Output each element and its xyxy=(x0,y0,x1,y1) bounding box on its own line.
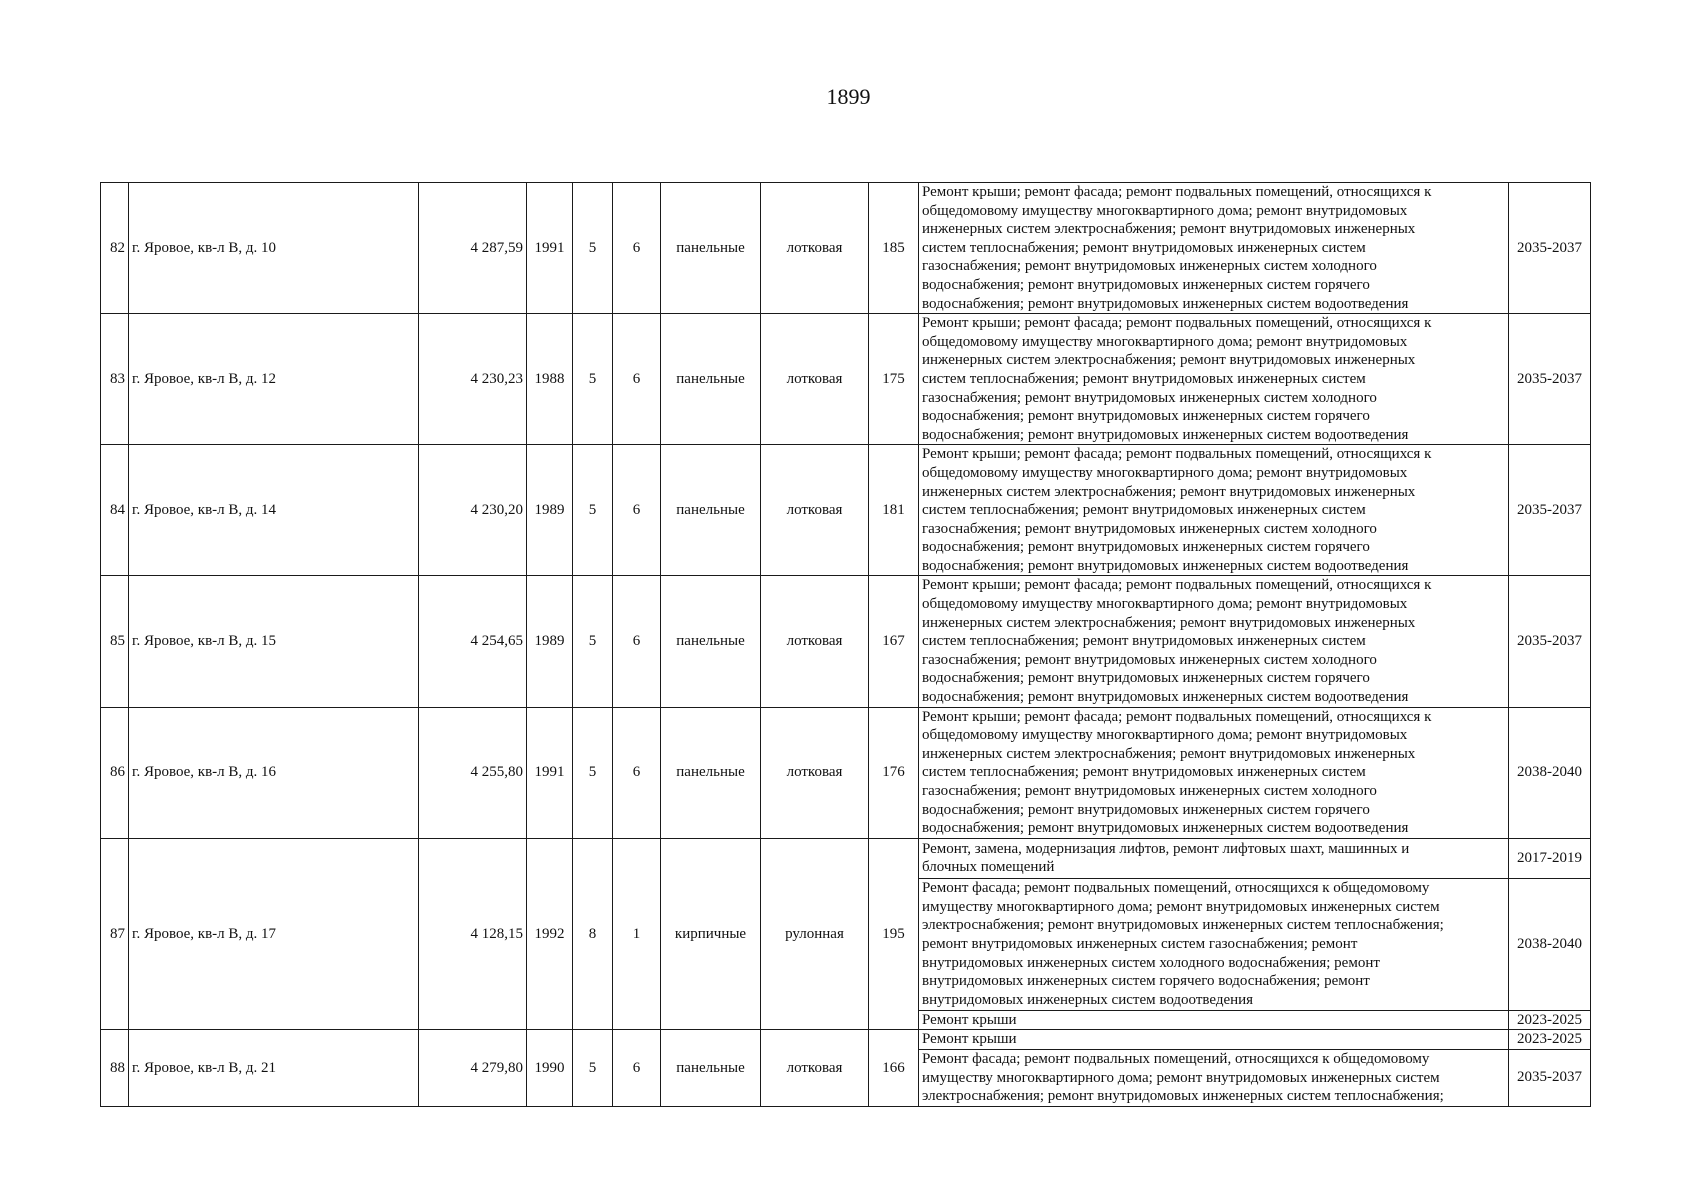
walls-cell: панельные xyxy=(661,314,761,445)
work-line: общедомовому имуществу многоквартирного дома; ремонт внутридомовых xyxy=(922,596,1408,613)
period-cell: 2035-2037 xyxy=(1509,445,1591,576)
work-line: инженерных систем электроснабжения; ремонт внутридомовых инженерных xyxy=(922,352,1416,369)
entrances-cell: 6 xyxy=(613,576,661,707)
work-list-cell xyxy=(919,576,1509,707)
address-cell: г. Яровое, кв-л В, д. 10 xyxy=(129,183,419,314)
work-line: Ремонт крыши; ремонт фасада; ремонт подвальных помещений, относящихся к xyxy=(922,446,1432,463)
work-line: внутридомовых инженерных систем водоотведения xyxy=(922,991,1254,1008)
residents-cell: 167 xyxy=(869,576,919,707)
year-cell: 1992 xyxy=(527,838,573,1030)
work-line: газоснабжения; ремонт внутридомовых инженерных систем холодного xyxy=(922,651,1377,668)
work-line: водоснабжения; ремонт внутридомовых инженерных систем водоотведения xyxy=(922,295,1409,312)
work-line: общедомовому имуществу многоквартирного дома; ремонт внутридомовых xyxy=(922,202,1408,219)
work-line: общедомовому имуществу многоквартирного дома; ремонт внутридомовых xyxy=(922,464,1408,481)
roof-cell: лотковая xyxy=(761,183,869,314)
row-number: 85 xyxy=(101,576,129,707)
repair-program-table xyxy=(100,182,1591,1107)
residents-cell: 176 xyxy=(869,707,919,838)
row-number: 87 xyxy=(101,838,129,1030)
table-row xyxy=(101,1030,1591,1050)
area-cell: 4 287,59 xyxy=(419,183,527,314)
address-cell: г. Яровое, кв-л В, д. 16 xyxy=(129,707,419,838)
year-cell: 1991 xyxy=(527,707,573,838)
entrances-cell: 1 xyxy=(613,838,661,1030)
work-line: Ремонт крыши; ремонт фасада; ремонт подвальных помещений, относящихся к xyxy=(922,315,1432,332)
period-cell: 2035-2037 xyxy=(1509,314,1591,445)
entrances-cell: 6 xyxy=(613,445,661,576)
work-line: электроснабжения; ремонт внутридомовых инженерных систем теплоснабжения; xyxy=(922,1088,1444,1105)
work-line: инженерных систем электроснабжения; ремонт внутридомовых инженерных xyxy=(922,745,1416,762)
work-line: водоснабжения; ремонт внутридомовых инженерных систем горячего xyxy=(922,801,1370,818)
floors-cell: 5 xyxy=(573,1030,613,1107)
table-row xyxy=(101,838,1591,878)
row-number: 82 xyxy=(101,183,129,314)
year-cell: 1989 xyxy=(527,445,573,576)
work-line: водоснабжения; ремонт внутридомовых инженерных систем водоотведения xyxy=(922,557,1409,574)
table-body xyxy=(101,183,1591,1107)
residents-cell: 166 xyxy=(869,1030,919,1107)
entrances-cell: 6 xyxy=(613,707,661,838)
period-cell: 2035-2037 xyxy=(1509,1049,1591,1106)
work-line: водоснабжения; ремонт внутридомовых инженерных систем горячего xyxy=(922,539,1370,556)
area-cell: 4 128,15 xyxy=(419,838,527,1030)
table-row xyxy=(101,445,1591,576)
roof-cell: лотковая xyxy=(761,576,869,707)
work-line: водоснабжения; ремонт внутридомовых инженерных систем водоотведения xyxy=(922,820,1409,837)
period-cell: 2017-2019 xyxy=(1509,838,1591,878)
work-line: газоснабжения; ремонт внутридомовых инженерных систем холодного xyxy=(922,520,1377,537)
work-line: имуществу многоквартирного дома; ремонт внутридомовых инженерных систем xyxy=(922,1069,1440,1086)
work-line: газоснабжения; ремонт внутридомовых инженерных систем холодного xyxy=(922,389,1377,406)
work-line: Ремонт крыши; ремонт фасада; ремонт подвальных помещений, относящихся к xyxy=(922,577,1432,594)
entrances-cell: 6 xyxy=(613,1030,661,1107)
work-line: Ремонт крыши; ремонт фасада; ремонт подвальных помещений, относящихся к xyxy=(922,184,1432,200)
work-line: водоснабжения; ремонт внутридомовых инженерных систем горячего xyxy=(922,670,1370,687)
work-list-cell xyxy=(919,445,1509,576)
work-line: внутридомовых инженерных систем горячего водоснабжения; ремонт xyxy=(922,973,1370,990)
floors-cell: 5 xyxy=(573,576,613,707)
work-line: инженерных систем электроснабжения; ремонт внутридомовых инженерных xyxy=(922,614,1416,631)
work-line: Ремонт, замена, модернизация лифтов, ремонт лифтовых шахт, машинных и xyxy=(922,840,1410,857)
period-cell: 2035-2037 xyxy=(1509,576,1591,707)
work-line: водоснабжения; ремонт внутридомовых инженерных систем водоотведения xyxy=(922,689,1409,706)
residents-cell: 175 xyxy=(869,314,919,445)
work-line: водоснабжения; ремонт внутридомовых инженерных систем горячего xyxy=(922,276,1370,293)
work-line: Ремонт крыши xyxy=(922,1011,1017,1028)
work-line: общедомовому имуществу многоквартирного дома; ремонт внутридомовых xyxy=(922,727,1408,744)
work-line: электроснабжения; ремонт внутридомовых инженерных систем теплоснабжения; xyxy=(922,917,1444,934)
work-line: газоснабжения; ремонт внутридомовых инженерных систем холодного xyxy=(922,258,1377,275)
work-line: Ремонт крыши; ремонт фасада; ремонт подвальных помещений, относящихся к xyxy=(922,708,1432,725)
work-line: систем теплоснабжения; ремонт внутридомовых инженерных систем xyxy=(922,370,1366,387)
year-cell: 1990 xyxy=(527,1030,573,1107)
floors-cell: 8 xyxy=(573,838,613,1030)
work-list-cell xyxy=(919,1010,1509,1030)
work-line: ремонт внутридомовых инженерных систем газоснабжения; ремонт xyxy=(922,935,1358,952)
table-row xyxy=(101,707,1591,838)
work-line: инженерных систем электроснабжения; ремонт внутридомовых инженерных xyxy=(922,483,1416,500)
work-list-cell xyxy=(919,878,1509,1010)
table-row xyxy=(101,576,1591,707)
entrances-cell: 6 xyxy=(613,183,661,314)
work-line: водоснабжения; ремонт внутридомовых инженерных систем водоотведения xyxy=(922,426,1409,443)
work-line: общедомовому имуществу многоквартирного дома; ремонт внутридомовых xyxy=(922,333,1408,350)
row-number: 86 xyxy=(101,707,129,838)
entrances-cell: 6 xyxy=(613,314,661,445)
work-list-cell xyxy=(919,1030,1509,1050)
work-list-cell xyxy=(919,1049,1509,1106)
roof-cell: лотковая xyxy=(761,445,869,576)
work-line: Ремонт фасада; ремонт подвальных помещений, относящихся к общедомовому xyxy=(922,1051,1430,1068)
residents-cell: 185 xyxy=(869,183,919,314)
walls-cell: кирпичные xyxy=(661,838,761,1030)
walls-cell: панельные xyxy=(661,1030,761,1107)
area-cell: 4 255,80 xyxy=(419,707,527,838)
roof-cell: рулонная xyxy=(761,838,869,1030)
walls-cell: панельные xyxy=(661,445,761,576)
address-cell: г. Яровое, кв-л В, д. 15 xyxy=(129,576,419,707)
floors-cell: 5 xyxy=(573,445,613,576)
residents-cell: 181 xyxy=(869,445,919,576)
period-cell: 2038-2040 xyxy=(1509,878,1591,1010)
residents-cell: 195 xyxy=(869,838,919,1030)
row-number: 84 xyxy=(101,445,129,576)
walls-cell: панельные xyxy=(661,576,761,707)
work-line: систем теплоснабжения; ремонт внутридомовых инженерных систем xyxy=(922,633,1366,650)
year-cell: 1988 xyxy=(527,314,573,445)
address-cell: г. Яровое, кв-л В, д. 21 xyxy=(129,1030,419,1107)
year-cell: 1991 xyxy=(527,183,573,314)
table-row xyxy=(101,314,1591,445)
work-list-cell xyxy=(919,707,1509,838)
floors-cell: 5 xyxy=(573,183,613,314)
work-line: Ремонт фасада; ремонт подвальных помещений, относящихся к общедомовому xyxy=(922,880,1430,897)
work-line: систем теплоснабжения; ремонт внутридомовых инженерных систем xyxy=(922,502,1366,519)
roof-cell: лотковая xyxy=(761,314,869,445)
row-number: 88 xyxy=(101,1030,129,1107)
work-line: систем теплоснабжения; ремонт внутридомовых инженерных систем xyxy=(922,239,1366,256)
period-cell: 2023-2025 xyxy=(1509,1010,1591,1030)
walls-cell: панельные xyxy=(661,707,761,838)
year-cell: 1989 xyxy=(527,576,573,707)
period-cell: 2023-2025 xyxy=(1509,1030,1591,1050)
period-cell: 2038-2040 xyxy=(1509,707,1591,838)
work-line: водоснабжения; ремонт внутридомовых инженерных систем горячего xyxy=(922,408,1370,425)
area-cell: 4 254,65 xyxy=(419,576,527,707)
row-number: 83 xyxy=(101,314,129,445)
address-cell: г. Яровое, кв-л В, д. 17 xyxy=(129,838,419,1030)
floors-cell: 5 xyxy=(573,707,613,838)
work-line: инженерных систем электроснабжения; ремонт внутридомовых инженерных xyxy=(922,221,1416,238)
work-list-cell xyxy=(919,183,1509,314)
work-line: Ремонт крыши xyxy=(922,1031,1017,1048)
work-line: блочных помещений xyxy=(922,859,1055,876)
work-list-cell xyxy=(919,314,1509,445)
work-list-cell xyxy=(919,838,1509,878)
area-cell: 4 279,80 xyxy=(419,1030,527,1107)
walls-cell: панельные xyxy=(661,183,761,314)
period-cell: 2035-2037 xyxy=(1509,183,1591,314)
work-line: имуществу многоквартирного дома; ремонт внутридомовых инженерных систем xyxy=(922,898,1440,915)
roof-cell: лотковая xyxy=(761,1030,869,1107)
work-line: внутридомовых инженерных систем холодного водоснабжения; ремонт xyxy=(922,954,1380,971)
page-number: 1899 xyxy=(826,84,871,109)
area-cell: 4 230,23 xyxy=(419,314,527,445)
roof-cell: лотковая xyxy=(761,707,869,838)
address-cell: г. Яровое, кв-л В, д. 12 xyxy=(129,314,419,445)
address-cell: г. Яровое, кв-л В, д. 14 xyxy=(129,445,419,576)
work-line: газоснабжения; ремонт внутридомовых инженерных систем холодного xyxy=(922,783,1377,799)
table-row xyxy=(101,183,1591,314)
work-line: систем теплоснабжения; ремонт внутридомовых инженерных систем xyxy=(922,764,1366,781)
floors-cell: 5 xyxy=(573,314,613,445)
area-cell: 4 230,20 xyxy=(419,445,527,576)
